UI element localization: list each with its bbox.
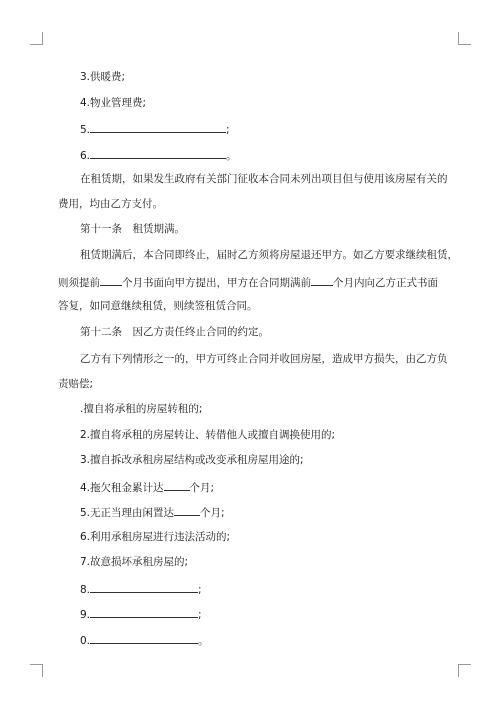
text: 2.擅自将承租的房屋转让、转借他人或擅自调换使用的; — [80, 429, 336, 441]
paragraph-line — [58, 352, 448, 366]
text: ; — [226, 124, 230, 136]
text: 5.无正当理由闲置达 — [80, 507, 175, 519]
list-item — [58, 530, 230, 544]
list-item — [58, 632, 209, 648]
blank-field[interactable] — [90, 147, 226, 159]
text: 乙方有下列情形之一的，甲方可终止合同并收回房屋，造成甲方损失，由乙方负 — [80, 353, 448, 365]
text: 个月; — [189, 482, 215, 494]
text: 7.故意损坏承租房屋的; — [80, 556, 189, 568]
list-item — [58, 581, 202, 597]
blank-field[interactable] — [90, 121, 226, 133]
item-blank-6 — [58, 147, 237, 163]
paragraph-line — [58, 248, 458, 262]
text: 。 — [198, 635, 209, 647]
text: 第十二条 因乙方责任终止合同的约定。 — [80, 326, 269, 338]
crop-mark-bottom-right — [458, 664, 471, 677]
text: 费用，均由乙方支付。 — [58, 198, 163, 210]
list-item — [58, 402, 202, 416]
list-item — [58, 606, 202, 622]
paragraph-line — [58, 377, 93, 391]
text: 答复，如同意继续租赁，则续签租赁合同。 — [58, 300, 258, 312]
text: 0. — [80, 635, 91, 647]
crop-mark-top-right — [458, 32, 471, 45]
text: 3.擅自拆改承租房屋结构或改变承租房屋用途的; — [80, 454, 304, 466]
crop-mark-bottom-left — [30, 664, 43, 677]
blank-field[interactable] — [100, 274, 122, 286]
item-heating-fee — [58, 70, 125, 84]
item-blank-5 — [58, 121, 230, 137]
text: 责赔偿; — [58, 378, 94, 390]
blank-field[interactable] — [164, 479, 190, 491]
text: 4.物业管理费; — [80, 97, 147, 109]
paragraph-line — [58, 197, 163, 211]
text: ; — [198, 584, 202, 596]
section-heading-11 — [58, 222, 185, 236]
list-item — [58, 428, 335, 442]
blank-field[interactable] — [90, 606, 198, 618]
text: 在租赁期，如果发生政府有关部门征收本合同未列出项目但与使用该房屋有关的 — [80, 173, 448, 185]
list-item — [58, 453, 304, 467]
blank-field[interactable] — [90, 632, 198, 644]
list-item — [58, 479, 214, 495]
text: 3.供暖费; — [80, 71, 126, 83]
text: 个月; — [200, 507, 225, 519]
blank-field[interactable] — [311, 274, 333, 286]
paragraph-line — [58, 274, 438, 290]
blank-field[interactable] — [90, 581, 198, 593]
text: 。 — [226, 150, 237, 162]
list-item — [58, 555, 188, 569]
blank-field[interactable] — [174, 504, 200, 516]
paragraph-line — [58, 172, 448, 186]
section-heading-12 — [58, 325, 269, 339]
text: 9. — [80, 609, 91, 621]
text: 6. — [80, 150, 91, 162]
text: 8. — [80, 584, 91, 596]
item-property-fee — [58, 96, 146, 110]
text: 4.拖欠租金累计达 — [80, 482, 164, 494]
text: 5. — [80, 124, 91, 136]
crop-mark-top-left — [30, 32, 43, 45]
paragraph-line — [58, 299, 258, 313]
text: .擅自将承租的房屋转租的; — [80, 403, 203, 415]
text: 租赁期满后，本合同即终止，届时乙方须将房屋退还甲方。如乙方要求继续租赁， — [80, 249, 458, 261]
text: 则须提前 — [58, 277, 100, 289]
text: 6.利用承租房屋进行违法活动的; — [80, 531, 231, 543]
text: ; — [198, 609, 202, 621]
text: 个月内向乙方正式书面 — [333, 277, 438, 289]
text: 个月书面向甲方提出，甲方在合同期满前 — [122, 277, 311, 289]
text: 第十一条 租赁期满。 — [80, 223, 185, 235]
list-item — [58, 504, 225, 520]
